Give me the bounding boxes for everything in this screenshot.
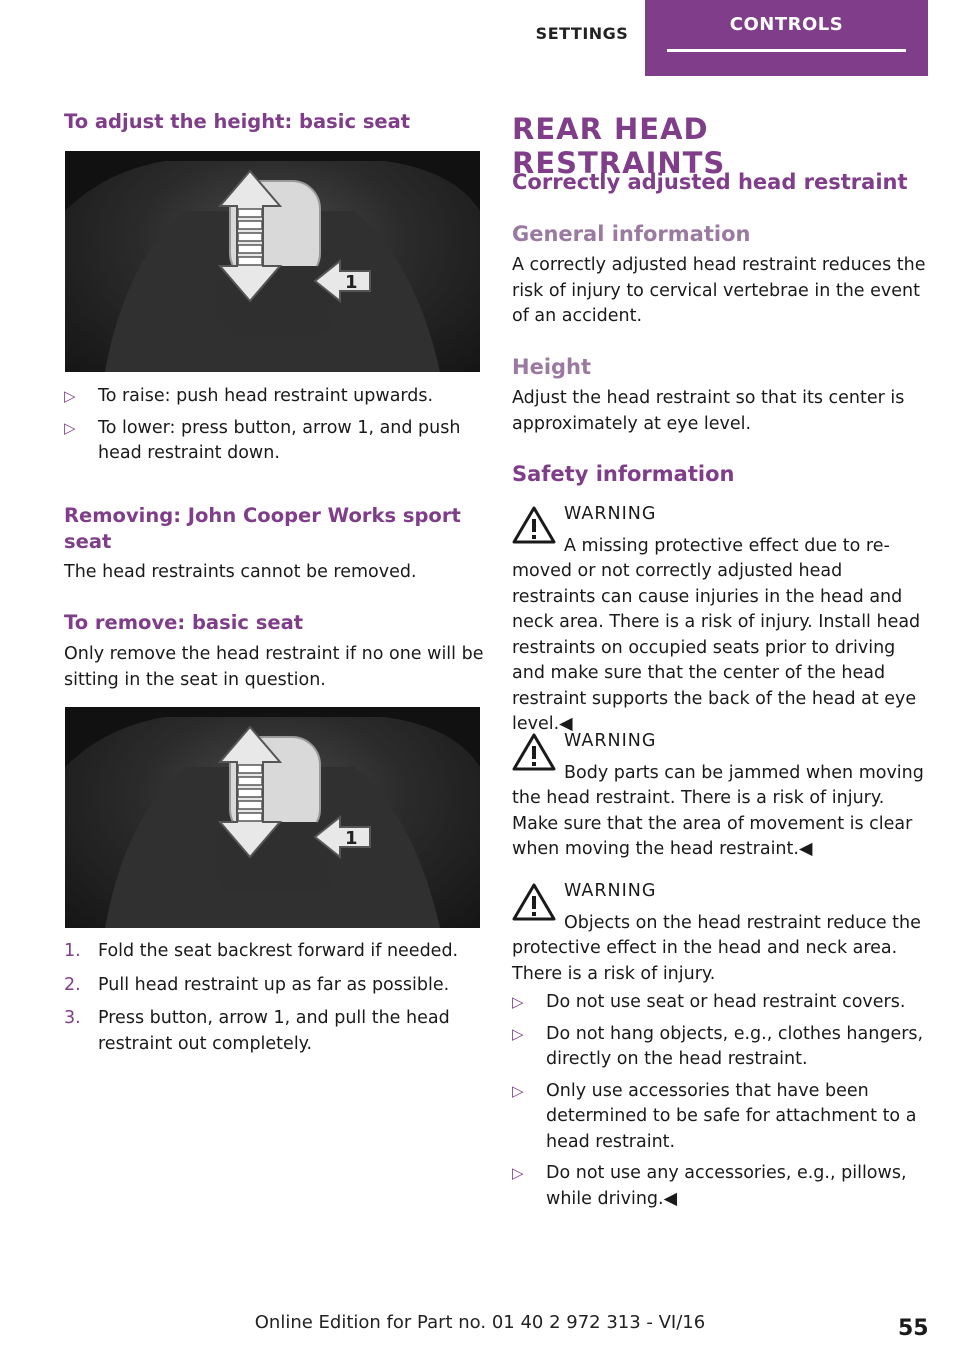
bullet-icon: ▷: [512, 1081, 524, 1100]
warning-triangle-icon: [512, 506, 556, 544]
head-restraint-illustration-1: [65, 151, 480, 372]
list-item: ▷ Only use accessories that have been determined to be safe for attachment to a head restraint.: [512, 1079, 926, 1156]
list-item: 3. Press button, arrow 1, and pull the head restraint out completely.: [64, 1008, 450, 1054]
height-text: Adjust the head restraint so that its center is approximately at eye level.: [512, 388, 905, 434]
list-item: ▷ Do not use any accessories, e.g., pillows, while driving.◀: [512, 1161, 926, 1212]
heading-remove-basic: To remove: basic seat: [64, 611, 304, 634]
jcw-text: The head restraints cannot be removed.: [64, 562, 417, 582]
warning-block: WARNING Objects on the head restraint reduce the protective effect in the head and neck area. There is a risk of injury.: [512, 879, 926, 987]
tab-controls[interactable]: [645, 0, 928, 76]
warning-label: WARNING: [564, 504, 657, 524]
head-restraint-illustration-2: [65, 707, 480, 928]
bullet-icon: ▷: [64, 418, 76, 437]
list-item: ▷ To raise: push head restraint upwards.: [64, 384, 484, 410]
page-number: 55: [898, 1316, 929, 1341]
bullet-icon: ▷: [512, 993, 524, 1011]
warning-block: WARNING A missing protective effect due to re- moved or not correctly adjusted head restraints can cause injuries in the head and neck area. There is a risk of injury. Install head restraints on occupied seats prior to driving and make sure that the center of the head restraint supports the back of the head at eye level.◀: [512, 502, 926, 738]
remove-steps-list: [64, 939, 484, 1057]
safety-heading: Safety information: [512, 462, 735, 486]
head-restraint-photo-2: [65, 707, 480, 928]
warning-block: WARNING Body parts can be jammed when moving the head restraint. There is a risk of injury. Make sure that the area of movement is clear when moving the head restraint.◀: [512, 729, 926, 863]
bullet-icon: ▷: [64, 387, 76, 405]
raise-lower-list: [64, 384, 484, 467]
height-heading: Height: [512, 355, 592, 379]
general-heading: General information: [512, 222, 751, 246]
remove-basic-text: Only remove the head restraint if no one will be sitting in the seat in question.: [64, 644, 484, 690]
tab-controls-label: CONTROLS: [729, 14, 844, 35]
subtitle: Correctly adjusted head restraint: [512, 170, 908, 194]
cover-items-list: [512, 990, 926, 1212]
callout-label-1: 1: [345, 272, 358, 293]
footer-edition: Online Edition for Part no. 01 40 2 972 313 - VI/16: [254, 1312, 706, 1333]
list-item: ▷ To lower: press button, arrow 1, and push head restraint down.: [64, 416, 484, 467]
bullet-icon: ▷: [512, 1164, 524, 1182]
warning-triangle-icon: [512, 883, 556, 921]
warning-label: WARNING: [564, 731, 657, 751]
tab-settings[interactable]: [520, 0, 644, 76]
heading-basic-seat-height: To adjust the height: basic seat: [64, 110, 411, 133]
bullet-icon: ▷: [512, 1024, 524, 1043]
list-item: 1. Fold the seat backrest forward if needed.: [64, 941, 459, 961]
warning-triangle-icon: [512, 733, 556, 771]
list-item: ▷ Do not use seat or head restraint covers.: [512, 990, 926, 1016]
section-title: REAR HEAD RESTRAINTS: [512, 112, 726, 180]
general-text: A correctly adjusted head restraint reduces the risk of injury to cervical vertebrae in the event of an accident.: [512, 255, 926, 326]
heading-removing-jcw: Removing: John Cooper Works sport seat: [64, 504, 461, 553]
tab-settings-label: SETTINGS: [535, 24, 629, 43]
list-item: ▷ Do not hang objects, e.g., clothes hangers, directly on the head restraint.: [512, 1022, 926, 1073]
list-item: 2. Pull head restraint up as far as possible.: [64, 974, 450, 995]
head-restraint-photo-1: [65, 151, 480, 372]
warning-label: WARNING: [564, 881, 657, 901]
callout-label-1: 1: [345, 828, 358, 849]
